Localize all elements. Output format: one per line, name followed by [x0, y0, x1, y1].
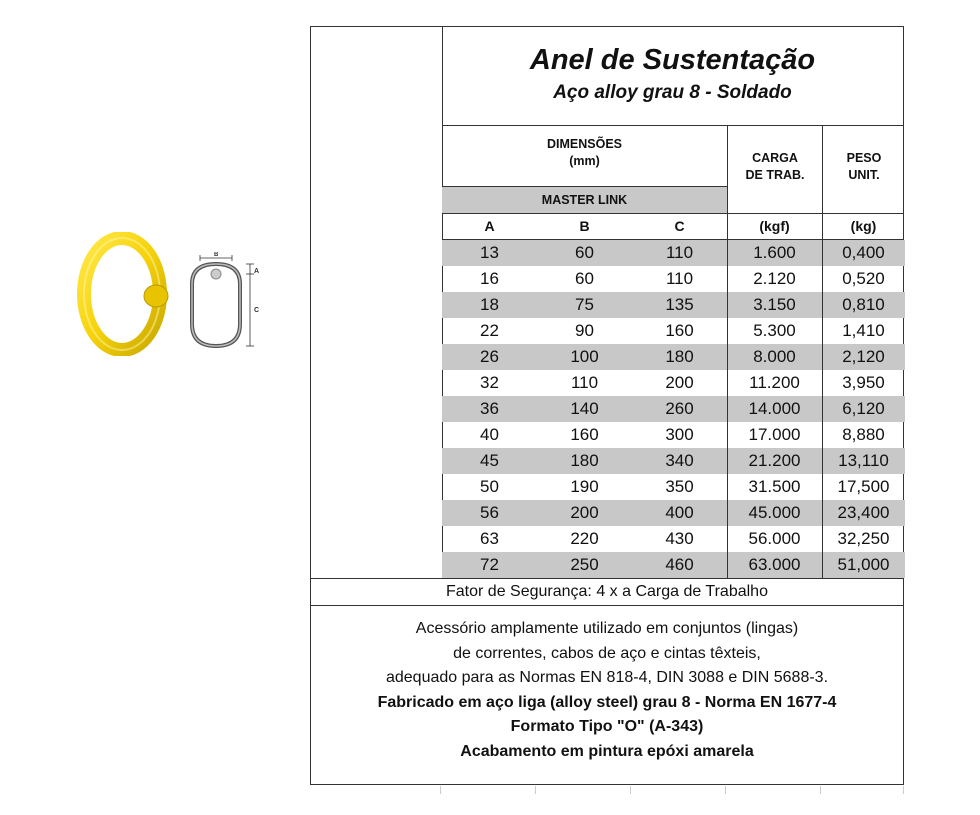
safety-factor: Fator de Segurança: 4 x a Carga de Trabalho: [311, 578, 903, 606]
cell-c: 460: [665, 555, 694, 574]
cell-b: 180: [570, 451, 599, 470]
cell-b: 220: [570, 529, 599, 548]
col-header-kgf: (kgf): [759, 218, 790, 234]
peso-header: [822, 125, 905, 213]
dimensions-unit: (mm): [569, 154, 600, 168]
table-row: [442, 318, 905, 344]
description-line-1: Acessório amplamente utilizado em conjuntos (lingas): [415, 620, 799, 637]
drawing-label-c: C: [254, 307, 260, 314]
cell-c: 350: [665, 477, 694, 496]
cell-c: 340: [665, 451, 694, 470]
yellow-master-link-image: [76, 232, 172, 356]
col-header-a: A: [484, 218, 495, 234]
col-header-kg: (kg): [850, 218, 877, 234]
cell-a: 26: [480, 347, 499, 366]
cell-kg: 13,110: [838, 451, 889, 470]
table-row: [442, 500, 905, 526]
drawing-label-a: A: [254, 268, 260, 275]
cell-kg: 0,810: [842, 295, 885, 314]
cell-kgf: 17.000: [748, 425, 801, 444]
cell-a: 36: [480, 399, 499, 418]
cell-kgf: 5.300: [753, 321, 796, 340]
table-row: [442, 422, 905, 448]
cell-a: 72: [480, 555, 499, 574]
col-header-c: C: [674, 218, 685, 234]
master-link-header: MASTER LINK: [442, 186, 727, 213]
spec-sheet: [310, 26, 904, 785]
cell-c: 430: [665, 529, 694, 548]
cell-kgf: 11.200: [749, 373, 800, 392]
peso-line1: PESO: [846, 151, 882, 165]
master-link-dimension-drawing: [180, 252, 270, 352]
cell-kg: 32,250: [837, 529, 890, 548]
bottom-tick-marks: [440, 786, 904, 794]
table-row: [442, 552, 905, 578]
cell-c: 135: [665, 295, 694, 314]
cell-c: 260: [665, 399, 694, 418]
col-header-b: B: [579, 218, 590, 234]
cell-a: 40: [480, 425, 499, 444]
cell-a: 18: [480, 295, 499, 314]
cell-c: 110: [665, 243, 694, 262]
cell-kg: 2,120: [842, 347, 885, 366]
cell-b: 250: [570, 555, 599, 574]
cell-kg: 17,500: [837, 477, 890, 496]
cell-c: 110: [665, 269, 694, 288]
cell-c: 200: [665, 373, 694, 392]
cell-kg: 0,520: [842, 269, 885, 288]
cell-kgf: 21.200: [748, 451, 801, 470]
cell-b: 75: [575, 295, 594, 314]
cell-kg: 3,950: [842, 373, 885, 392]
data-table-body: [442, 240, 905, 578]
cell-a: 13: [480, 243, 499, 262]
cell-c: 160: [665, 321, 694, 340]
cell-kgf: 14.000: [748, 399, 801, 418]
cell-kg: 8,880: [842, 425, 885, 444]
cell-kgf: 3.150: [753, 295, 796, 314]
cell-kg: 51,000: [837, 555, 890, 574]
cell-c: 180: [665, 347, 694, 366]
cell-kgf: 1.600: [753, 243, 796, 262]
cell-b: 190: [570, 477, 599, 496]
cell-b: 140: [570, 399, 599, 418]
cell-a: 56: [480, 503, 499, 522]
description-line-4: Fabricado em aço liga (alloy steel) grau 8 - Norma EN 1677-4: [377, 693, 837, 711]
cell-kgf: 2.120: [753, 269, 796, 288]
table-row: [442, 396, 905, 422]
cell-c: 300: [665, 425, 694, 444]
cell-a: 16: [480, 269, 499, 288]
peso-line2: UNIT.: [848, 168, 880, 182]
title-box: [442, 27, 903, 126]
cell-kgf: 31.500: [748, 477, 801, 496]
table-row: [442, 292, 905, 318]
cell-kg: 23,400: [837, 503, 890, 522]
cell-kgf: 45.000: [748, 503, 801, 522]
table-row: [442, 344, 905, 370]
cell-b: 60: [575, 243, 594, 262]
cell-kg: 1,410: [842, 321, 885, 340]
cell-c: 400: [665, 503, 694, 522]
column-divider-kg: [822, 213, 823, 578]
cell-a: 63: [480, 529, 499, 548]
cell-b: 60: [575, 269, 594, 288]
cell-kgf: 8.000: [753, 347, 796, 366]
carga-header: [727, 125, 822, 213]
description-line-6: Acabamento em pintura epóxi amarela: [460, 742, 754, 760]
page-subtitle: Aço alloy grau 8 - Soldado: [553, 82, 792, 103]
description-line-3: adequado para as Normas EN 818-4, DIN 3088 e DIN 5688-3.: [385, 669, 829, 686]
cell-kg: 0,400: [842, 243, 885, 262]
drawing-label-b: B: [214, 252, 219, 258]
carga-line2: DE TRAB.: [745, 168, 805, 182]
product-description: [311, 617, 903, 764]
carga-line1: CARGA: [752, 151, 798, 165]
cell-kg: 6,120: [842, 399, 885, 418]
cell-a: 45: [480, 451, 499, 470]
description-line-2: de correntes, cabos de aço e cintas têxteis,: [453, 644, 761, 662]
table-row: [442, 474, 905, 500]
table-row: [442, 526, 905, 552]
dimensions-header: [442, 125, 727, 186]
table-row: [442, 240, 905, 266]
cell-b: 160: [570, 425, 599, 444]
description-line-5: Formato Tipo "O" (A-343): [510, 718, 704, 735]
page-title: Anel de Sustentação: [529, 44, 816, 76]
table-row: [442, 266, 905, 292]
table-row: [442, 448, 905, 474]
cell-b: 200: [570, 503, 599, 522]
cell-kgf: 63.000: [748, 555, 801, 574]
dimensions-label: DIMENSÕES: [546, 137, 622, 151]
cell-b: 90: [575, 321, 594, 340]
left-blank-column: [311, 27, 443, 578]
cell-a: 50: [480, 477, 499, 496]
cell-a: 22: [480, 321, 499, 340]
cell-b: 100: [570, 347, 599, 366]
cell-a: 32: [480, 373, 499, 392]
cell-b: 110: [570, 373, 599, 392]
table-row: [442, 370, 905, 396]
column-divider-kgf: [727, 213, 728, 578]
cell-kgf: 56.000: [748, 529, 801, 548]
